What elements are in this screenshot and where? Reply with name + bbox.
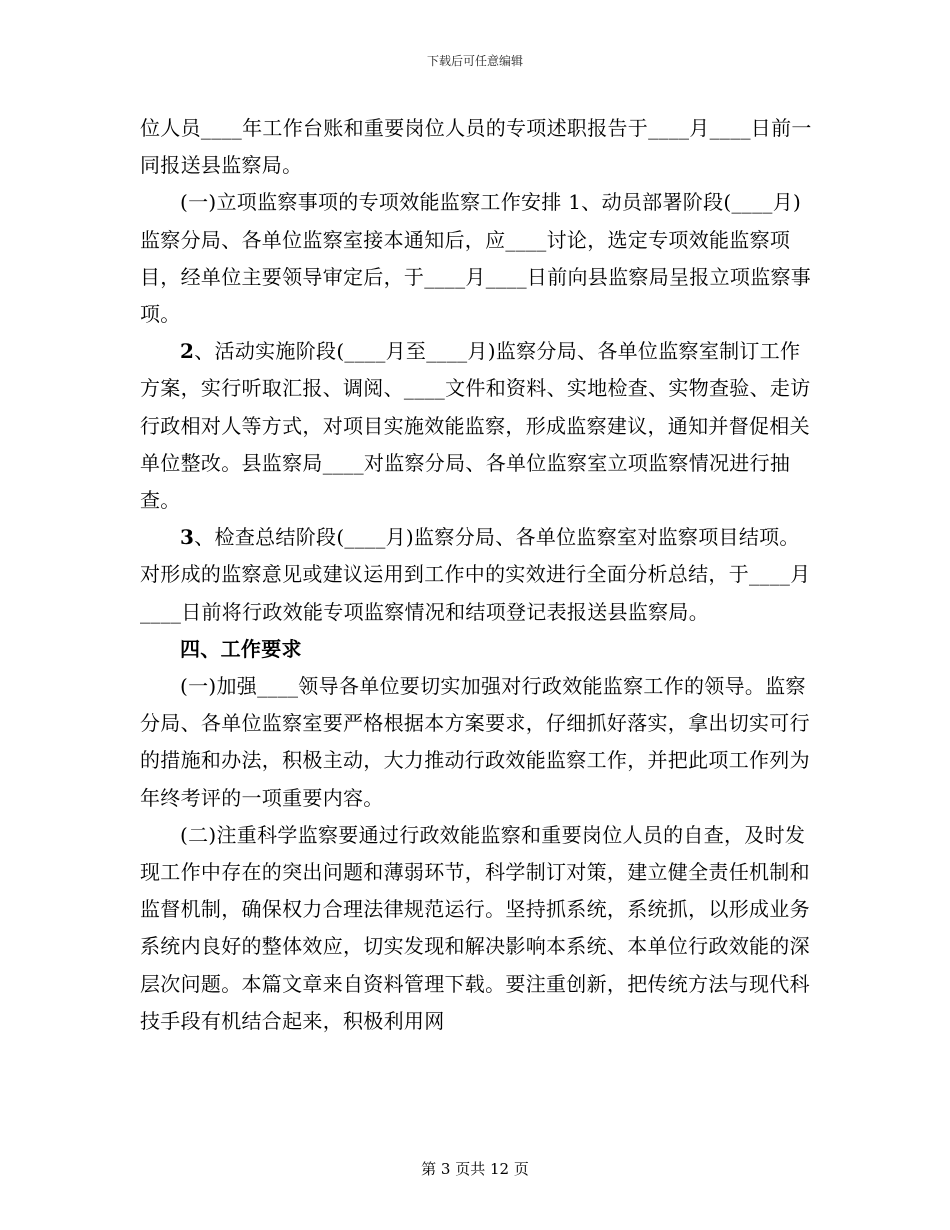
paragraph-requirement-2: (二)注重科学监察要通过行政效能监察和重要岗位人员的自查，及时发现工作中存在的突出问题和薄弱环节，科学制订对策，建立健全责任机制和监督机制，确保权力合理法律规范运行。坚持抓系统，系统抓，以形成业务系统内良好的整体效应，切实发现和解决影响本系统、本单位行政效能的深层次问题。本篇文章来自资料管理下载。要注重创新，把传统方法与现代科技手段有机结合起来，积极利用网 [140,822,810,1033]
paragraph-requirement-1: (一)加强____领导各单位要切实加强对行政效能监察工作的领导。监察分局、各单位监察室要严格根据本方案要求，仔细抓好落实，拿出切实可行的措施和办法，积极主动，大力推动行政效能监察工作，并把此项工作列为年终考评的一项重要内容。 [140,674,810,810]
page-footer: 第 3 页共 12 页 [421,1160,529,1178]
paragraph-stage-1: (一)立项监察事项的专项效能监察工作安排 1、动员部署阶段(____月)监察分局、各单位监察室接本通知后，应____讨论，选定专项效能监察项目，经单位主要领导审定后，于____月____日前向县监察局呈报立项监察事项。 [140,190,812,327]
stage-number: 2 [180,339,195,364]
stage-number: 3 [180,525,195,550]
paragraph-stage-3 [140,519,820,631]
paragraph-continuation: 位人员____年工作台账和重要岗位人员的专项述职报告于____月____日前一同报送县监察局。 [140,116,812,178]
page-header: 下载后可任意编辑 [426,54,523,68]
paragraph-stage-2 [140,333,820,519]
document-body [140,110,820,1040]
section-heading: 四、工作要求 [180,636,302,661]
stage-text: 、活动实施阶段(____月至____月)监察分局、各单位监察室制订工作方案，实行听取汇报、调阅、____文件和资料、实地检查、实物查验、走访行政相对人等方式，对项目实施效能监察，形成监察建议，通知并督促相关单位整改。县监察局____对监察分局、各单位监察室立项监察情况进行抽查。 [140,339,811,513]
stage-text: 、检查总结阶段(____月)监察分局、各单位监察室对监察项目结项。对形成的监察意见或建议运用到工作中的实效进行全面分析总结，于____月____日前将行政效能专项监察情况和结项登记表报送县监察局。 [140,525,811,624]
